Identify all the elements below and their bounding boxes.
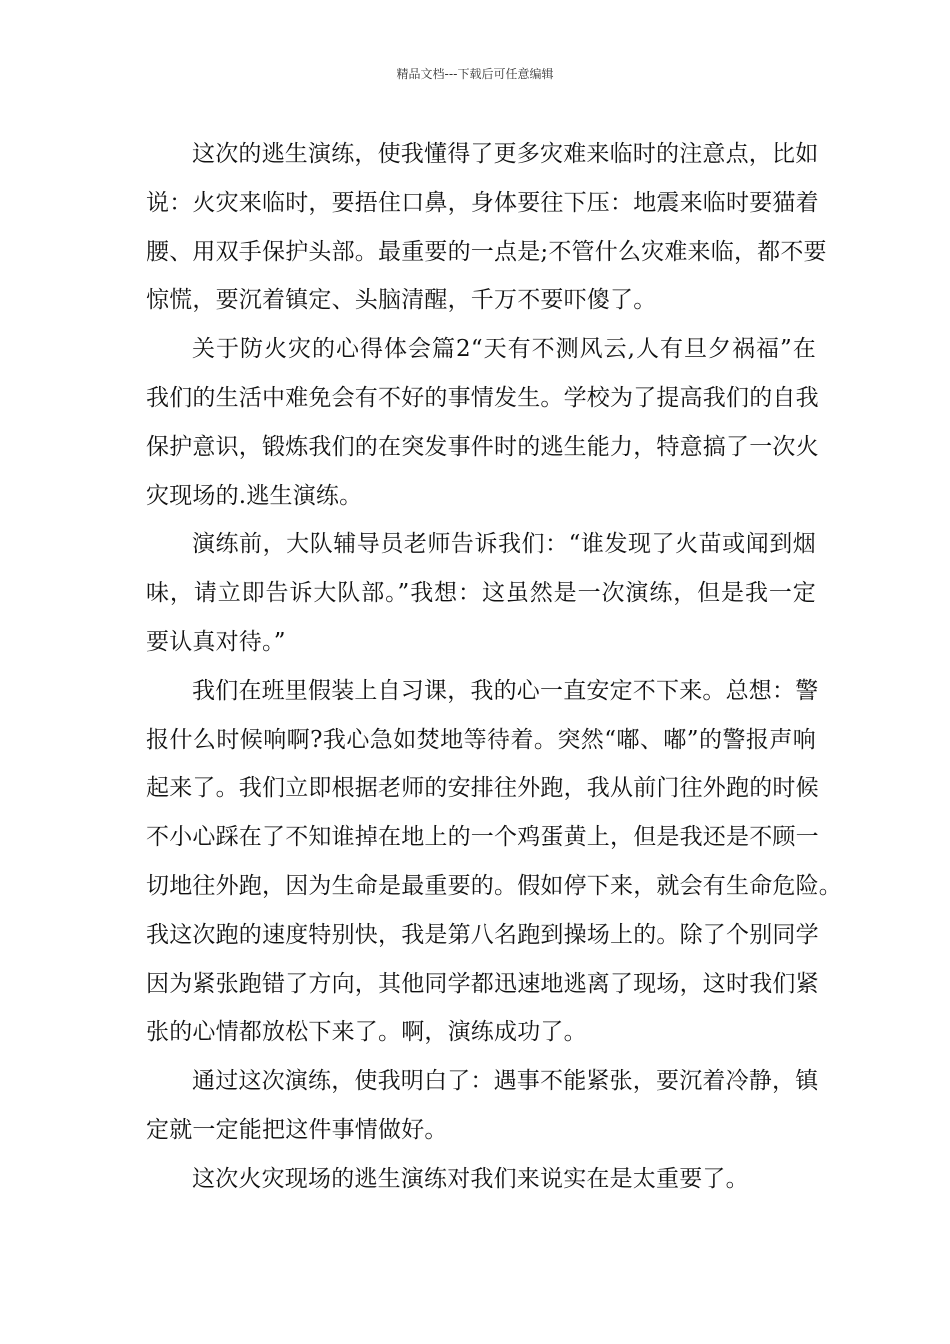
text-line: 通过这次演练，使我明白了：遇事不能紧张，要沉着冷静，镇 <box>192 1068 819 1095</box>
text-line: 演练前，大队辅导员老师告诉我们：“谁发现了火苗或闻到烟 <box>192 531 816 558</box>
paragraph <box>146 134 827 329</box>
text-line: 因为紧张跑错了方向，其他同学都迅速地逃离了现场，这时我们紧 <box>146 970 819 997</box>
text-line: 这次的逃生演练，使我懂得了更多灾难来临时的注意点，比如 <box>192 141 819 167</box>
paragraph <box>146 524 816 670</box>
text-line: 关于防火灾的心得体会篇2“天有不测风云,人有旦夕祸福”在 <box>192 336 816 363</box>
text-line: 报什么时候响啊?我心急如焚地等待着。突然“嘟、嘟”的警报声响 <box>146 726 816 753</box>
text-line: 起来了。我们立即根据老师的安排往外跑，我从前门往外跑的时候 <box>146 775 819 802</box>
text-line: 我们的生活中难免会有不好的事情发生。学校为了提高我们的自我 <box>146 384 819 411</box>
text-line: 我们在班里假装上自习课，我的心一直安定不下来。总想：警 <box>192 677 819 704</box>
text-line: 我这次跑的速度特别快，我是第八名跑到操场上的。除了个别同学 <box>146 921 819 948</box>
text-line: 定就一定能把这件事情做好。 <box>146 1116 448 1143</box>
text-line: 切地往外跑，因为生命是最重要的。假如停下来，就会有生命危险。 <box>146 872 842 899</box>
text-line: 灾现场的.逃生演练。 <box>146 482 363 509</box>
paragraph <box>146 671 842 1061</box>
text-line: 腰、用双手保护头部。最重要的一点是;不管什么灾难来临，都不要 <box>146 238 827 265</box>
paragraph <box>146 329 819 524</box>
text-line: 这次火灾现场的逃生演练对我们来说实在是太重要了。 <box>192 1165 749 1192</box>
text-line: 惊慌，要沉着镇定、头脑清醒，千万不要吓傻了。 <box>146 287 657 314</box>
text-line: 张的心情都放松下来了。啊，演练成功了。 <box>146 1019 587 1046</box>
paragraph <box>146 1061 819 1159</box>
paragraph <box>146 1159 816 1208</box>
text-line: 保护意识，锻炼我们的在突发事件时的逃生能力，特意搞了一次火 <box>146 433 819 460</box>
text-line: 要认真对待。” <box>146 628 286 655</box>
document-body <box>146 134 842 1208</box>
page-header: 精品文档---下载后可任意编辑 <box>396 67 554 81</box>
text-line: 说：火灾来临时，要捂住口鼻，身体要往下压：地震来临时要猫着 <box>146 189 819 216</box>
text-line: 味，请立即告诉大队部。”我想：这虽然是一次演练，但是我一定 <box>146 580 816 607</box>
text-line: 不小心踩在了不知谁掉在地上的一个鸡蛋黄上，但是我还是不顾一 <box>146 824 819 851</box>
